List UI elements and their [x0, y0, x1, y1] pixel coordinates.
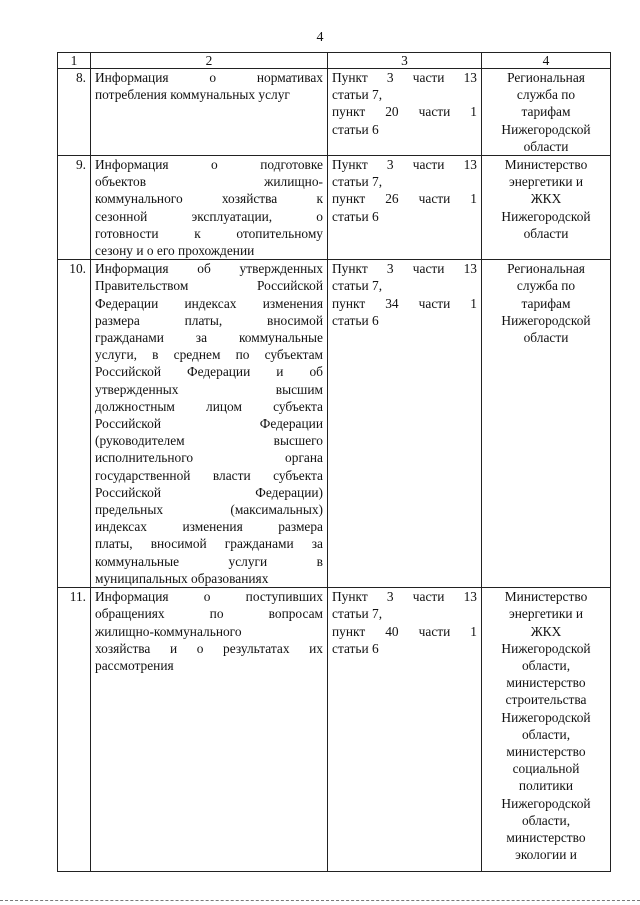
text-line: ЖКХ [530, 191, 562, 207]
text-line: готовности к отопительному [95, 225, 323, 241]
responsible-body-cell [482, 156, 611, 260]
text-line: Нижегородской [501, 795, 591, 811]
text-line: обращениях по вопросам [95, 606, 323, 622]
text-line: пункт 34 части 1 [332, 295, 477, 311]
column-header-2: 2 [91, 53, 328, 69]
text-line: Российской Федерации и об [95, 364, 323, 380]
text-line: области, [521, 812, 571, 828]
text-line: Нижегородской [501, 709, 591, 725]
text-line: статьи 6 [332, 640, 379, 656]
text-line: области [523, 138, 569, 154]
text-line: Пункт 3 части 13 [332, 589, 477, 605]
text-line: Информация о подготовке [95, 157, 323, 173]
text-line: должностным лицом субъекта [95, 398, 323, 414]
text-line: строительства [505, 692, 587, 708]
text-line: Нижегородской [501, 640, 591, 656]
responsible-body-cell [482, 260, 611, 588]
text-line: пункт 40 части 1 [332, 623, 477, 639]
text-line: (руководителем высшего [95, 433, 323, 449]
text-line: Российской Федерации) [95, 484, 323, 500]
text-line: социальной [512, 761, 580, 777]
text-line: энергетики и [508, 606, 583, 622]
text-line: Информация о поступивших [95, 589, 323, 605]
information-cell [91, 69, 328, 156]
column-header-3: 3 [328, 53, 482, 69]
text-line: Нижегородской [501, 312, 591, 328]
text-line: области, [521, 726, 571, 742]
text-line: тарифам [521, 104, 571, 120]
information-cell [91, 260, 328, 588]
legal-reference-cell [328, 260, 482, 588]
text-line: муниципальных образованиях [95, 570, 269, 586]
legal-reference-cell [328, 69, 482, 156]
text-line: Министерство [504, 157, 588, 173]
page-bottom-rule [0, 900, 640, 903]
column-header-1: 1 [58, 53, 91, 69]
responsible-body-cell [482, 588, 611, 872]
table-row [58, 69, 611, 156]
text-line: размера платы, вносимой [95, 312, 323, 328]
text-line: пункт 26 части 1 [332, 191, 477, 207]
table-row [58, 156, 611, 260]
text-line: экологии и [515, 847, 577, 863]
text-line: утвержденных высшим [95, 381, 323, 397]
text-line: сезону и о его прохождении [95, 243, 255, 259]
row-number: 9. [58, 156, 91, 260]
text-line: тарифам [521, 295, 571, 311]
text-line: Информация о нормативах [95, 70, 323, 85]
information-cell [91, 588, 328, 872]
text-line: гражданами за коммунальные [95, 330, 323, 346]
text-line: Региональная [507, 261, 585, 277]
text-line: потребления коммунальных услуг [95, 87, 290, 103]
text-line: политики [518, 778, 574, 794]
text-line: объектов жилищно- [95, 174, 323, 190]
text-line: статьи 7, [332, 87, 383, 103]
column-header-4: 4 [482, 53, 611, 69]
text-line: Пункт 3 части 13 [332, 261, 477, 277]
text-line: коммунального хозяйства к [95, 191, 323, 207]
text-line: Федерации индексах изменения [95, 295, 323, 311]
text-line: Российской Федерации [95, 416, 323, 432]
text-line: служба по [516, 87, 576, 103]
text-line: статьи 6 [332, 121, 379, 137]
text-line: Региональная [507, 70, 585, 85]
text-line: служба по [516, 278, 576, 294]
text-line: сезонной эксплуатации, о [95, 208, 323, 224]
text-line: предельных (максимальных) [95, 502, 323, 518]
text-line: министерство [506, 743, 586, 759]
text-line: Пункт 3 части 13 [332, 157, 477, 173]
text-line: хозяйства и о результатах их [95, 640, 323, 656]
text-line: статьи 7, [332, 606, 383, 622]
text-line: Нижегородской [501, 121, 591, 137]
text-line: статьи 7, [332, 174, 383, 190]
information-cell [91, 156, 328, 260]
table-row [58, 588, 611, 872]
text-line: жилищно-коммунального [95, 623, 242, 639]
text-line: услуги, в среднем по субъектам [95, 347, 323, 363]
text-line: области [523, 225, 569, 241]
text-line: статьи 6 [332, 208, 379, 224]
legal-reference-cell [328, 156, 482, 260]
text-line: рассмотрения [95, 657, 174, 673]
text-line: Нижегородской [501, 208, 591, 224]
text-line: области, [521, 657, 571, 673]
text-line: исполнительного органа [95, 450, 323, 466]
row-number: 10. [58, 260, 91, 588]
text-line: пункт 20 части 1 [332, 104, 477, 120]
table-row [58, 260, 611, 588]
text-line: Министерство [504, 589, 588, 605]
text-line: индексах изменения размера [95, 519, 323, 535]
text-line: Правительством Российской [95, 278, 323, 294]
text-line: статьи 6 [332, 312, 379, 328]
legal-reference-cell [328, 588, 482, 872]
text-line: министерство [506, 675, 586, 691]
text-line: государственной власти субъекта [95, 467, 323, 483]
text-line: области [523, 330, 569, 346]
text-line: платы, вносимой гражданами за [95, 536, 323, 552]
text-line: энергетики и [508, 174, 583, 190]
text-line: коммунальные услуги в [95, 553, 323, 569]
text-line: ЖКХ [530, 623, 562, 639]
text-line: министерство [506, 829, 586, 845]
text-line: статьи 7, [332, 278, 383, 294]
text-line: Информация об утвержденных [95, 261, 323, 277]
responsible-body-cell [482, 69, 611, 156]
regulatory-info-table [57, 52, 611, 872]
text-line: Пункт 3 части 13 [332, 70, 477, 85]
row-number: 8. [58, 69, 91, 156]
table-header-row [58, 53, 611, 69]
page-number: 4 [316, 30, 324, 45]
row-number: 11. [58, 588, 91, 872]
